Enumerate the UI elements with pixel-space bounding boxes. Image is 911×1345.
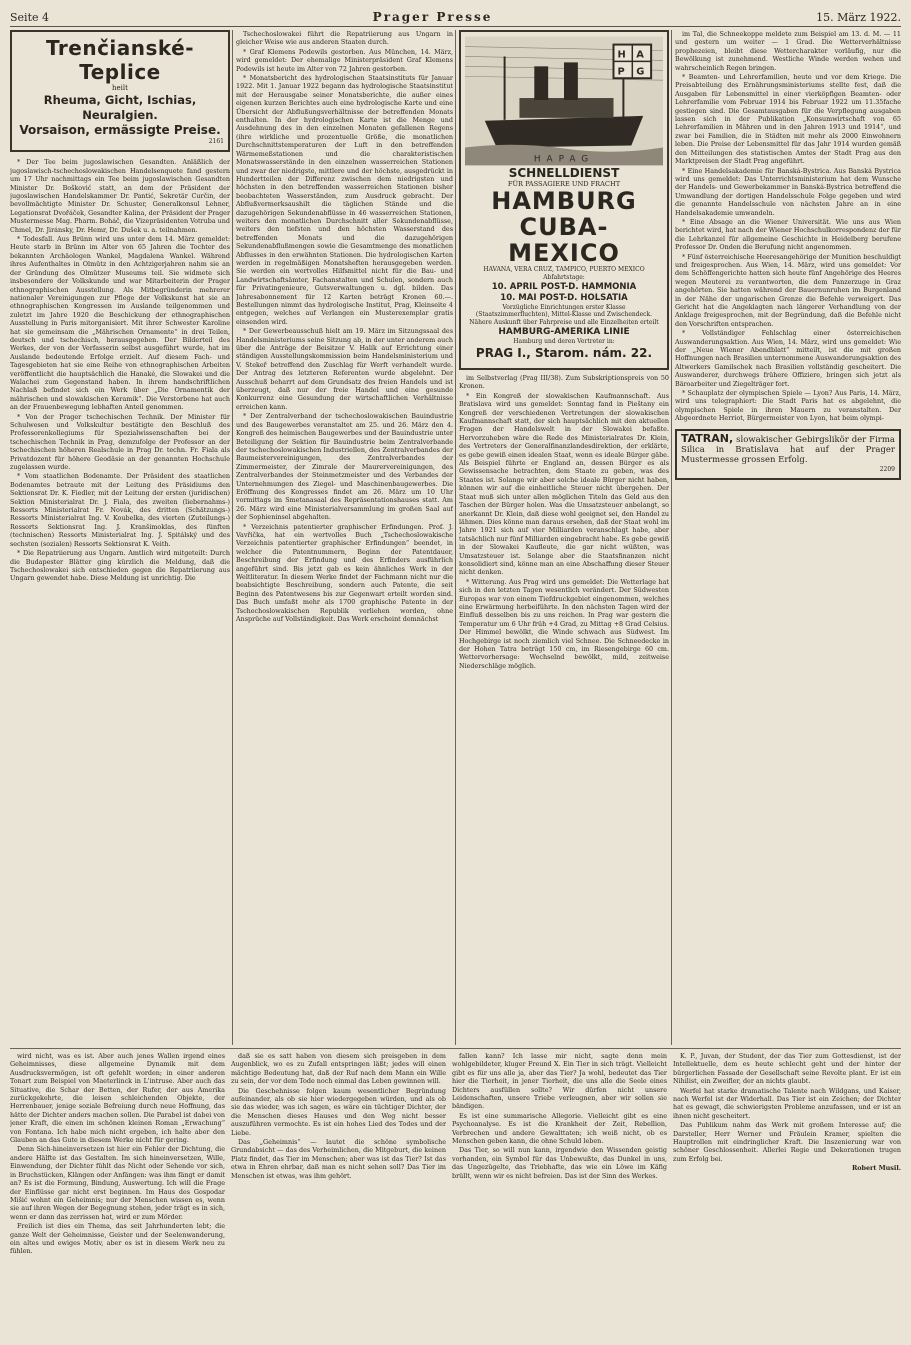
issue-date: 15. März 1922. — [816, 10, 901, 24]
paragraph: Werfel hat starke dramatische Talente nach Wildgans, und Kaiser, nach Werfel ist der Widerhall. Das Tier ist ein Zeichen; der Dichter hat es gewagt, die schwierigsten Probleme anzufassen, und er ist an ihnen nicht gescheitert. — [673, 1086, 901, 1120]
paragraph: * Vom staatlichen Bodenamte. Der Präsident des staatlichen Bodenamtes betraute mit der Leitung des Präsidiums den Sektionsrat Dr. K. Fiedler, mit der Leitung der ersten (juridischen) Sektion Ministerialrat Dr. J. Fiala, des zweiten (liebernahms-) Ressorts Ministerialrat Fr. Novák, des dritten (Schätzungs-) Ressorts Ministerialrat Ing. V. Koubelka, des vierten (Zuteilungs-) Ressorts Sektionsrat Ing. J. Kranšimoklas, des fünften (technischen) Ressorts Ministerialrat Ing. J. Spitálský und des sechsten (sozialen) Ressorts Sektionsrat K. Veith. — [10, 472, 230, 548]
hapag-logo: HAPAG — [533, 154, 595, 165]
news-items — [236, 30, 453, 623]
paragraph: * Schauplatz der olympischen Spiele — Lyon? Aus Paris, 14. März, wird uns telegraphiert: Die Stadt Paris hat es abgelehnt, die olympischen Spiele in ihren Mauern zu veranstalten. Der Abgeordnete Herriot, Bürgermeister von Lyon, hat beim olympi- — [675, 389, 901, 423]
column-rule — [232, 30, 233, 1045]
paragraph: Tschechoslowakei führt die Repatriierung aus Ungarn in gleicher Weise wie aus anderen Staaten durch. — [236, 30, 453, 47]
paragraph: im Tal, die Schneekoppe meldete zum Beispiel am 13. d. M. — 11 und gestern um weiter — 1 Grad. Die Wetterverhältnisse prophezeien, bleibt diese Wettercharakter vorläufig, nur die Bewölkung ist zunehmend. Westliche Winde werden wehen und wahrscheinlich Regen bringen. — [675, 30, 901, 72]
hapag-ports: HAVANA, VERA CRUZ, TAMPICO, PUERTO MEXICO — [483, 266, 645, 273]
trencianske-ad — [10, 30, 230, 152]
page-number: Seite 4 — [10, 10, 49, 24]
ad-title: Trenčianské-Teplice — [45, 36, 195, 84]
hapag-prague: PRAG I., Starom. nám. 22. — [475, 345, 653, 360]
hapag-departure-1: 10. APRIL POST-D. HAMMONIA — [491, 281, 637, 292]
ad-heilt: heilt — [112, 84, 128, 92]
hapag-ad — [459, 30, 669, 370]
svg-text:P: P — [617, 66, 625, 78]
svg-text:H: H — [617, 49, 626, 61]
tatran-code: 2209 — [879, 465, 895, 473]
paragraph: * Graf Klemens Podewils gestorben. Aus München, 14. März, wird gemeldet: Der ehemalige Ministerpräsident Graf Klemens Podewils ist heute im Alter von 72 Jahren gestorben. — [236, 47, 453, 73]
feuilleton-column-3 — [452, 1052, 667, 1337]
column-4 — [675, 30, 901, 1045]
paragraph: * Vollständiger Fehlschlag einer österreichischen Auswanderungsaktion. Aus Wien, 14. März, wird uns gemeldet: Wie der „Neue Wiener Abendblatt“ mitteilt, ist die mit großen Hoffnungen nach Brasilien unternommene Auswanderungsaktion des Altwerkers Gamilschek nach Brasilien vollständig gescheitert. Die Auswanderer, durchwegs frühere Offiziere, bringen sich jetzt als Bäroarbeiter und Ziegelträger fort. — [675, 329, 901, 388]
hapag-service-sub: FÜR PASSAGIERE UND FRACHT — [507, 180, 621, 188]
paragraph: * Von der Prager tschechischen Technik. Der Minister für Schulwesen und Volkskultur bestätigte den Beschluß des Professorenkollegiums für Spezialwissenschaften bei der tschechischen Technik in Prag, demzufolge der Professor an der tschechischen höheren Realschule in Prag Dr. techn. Fr. Fiala als Privatdozent für höhere Geodäsie an der genannten Hochschule zugelassen wurde. — [10, 412, 230, 472]
column-2 — [236, 30, 453, 1045]
column-1 — [10, 30, 230, 1045]
ad-code: 2161 — [208, 138, 224, 145]
ad-ailments: Rheuma, Gicht, Ischias, Neuralgien. — [43, 93, 197, 122]
hapag-route: CUBA-MEXICO — [508, 213, 620, 267]
column-rule — [671, 30, 672, 1045]
paragraph: daß sie es satt haben von diesem sich preisgeben in dem Augenblick, wo es zu Zufall entspringen läßt; jedes will einen mächtige Bedeutung hat, daß der Ruf nach dem Mann ein Wille zu sein, der vor dem Tode noch einmal das Leben gewinnen will. — [231, 1052, 446, 1086]
paragraph: * Monatsbericht des hydrologischen Staatsinstituts für Januar 1922. Mit 1. Januar 1922 begann das hydrologische Staatsinstitut mit der Herausgabe seiner Monatsberichte, die außer eines eigenen kurzen Berichtes auch eine hydrologische Karte und eine Übersicht der Abflußungsverhältnisse der betreffenden Monats enthalten. In der hydrologischen Karte ist die Menge und Ausdehnung des in den einzelnen Monaten gefallenen Regens (ihre wirkliche und prozentuelle Größe, die monatlichen Durchschnittstemperaturen der Luft in den betreffenden Wärmemeßstationen und die charakteristischen Monatswasserstände in den einzelnen wasserreichen Stationen und zwar der niedrigste, mittlere und der höchste, ausgedrückt in Hundertteilen der Differenz zwischen dem niedrigsten und höchsten in den betreffenden wasserreichen Stationen bisher beobachteten Wasserständen, zum Ausdruck gebracht. Der Abflußvermerksaushilt die täglichen Stände und die dazugehörigen Sekundenabflüsse in 46 wasserreichen Stationen, weiters den monatlichen Durchschnitt aller Sekundenabflüsse, weiters den tiefsten und den höchsten Wasserstand des betreffenden Monats und die dazugehörigen Sekundenabflußmengen sowie die Gesamtmenge des monatlichen Abflusses in den erwähnten Stationen. Die hydrologischen Karten werden in regelmäßigen Monatsheften herausgegeben werden. Sie werden ein wertvolles Hilfsmittel nicht für die Bau- und Landwirtschaftsämter, Fachanstalten und Schulen, sondern auch für Privatingenieure, Gutsverwaltungen u. dgl. bilden. Das Jahresabonnement für 12 Karten beträgt Kronen 60.—. Bestellungen nimmt das hydrologische Institut, Prag, Kleinseite 4 entgegen, welches auf Verlangen ein Musterexemplar gratis einsenden wird. — [236, 74, 453, 326]
tatran-brand: TATRAN, — [681, 431, 734, 445]
paragraph: Das „Geheimnis“ — lautet die schöne symbolische Grundabsicht — das des Verheimlichen, die Mitgeburt, die keinen Platz findet, das Tier im Menschen; aber was ist das Tier? Ist das etwa in Ehren ehrbar, daß man es nicht sehen soll? Das Tier im Menschen ist etwas, was ihm gehört. — [231, 1138, 446, 1180]
hapag-city: HAMBURG — [491, 187, 637, 215]
paragraph: * Todesfall. Aus Brünn wird uns unter dem 14. März gemeldet: Heute starb in Brünn im Alter von 65 Jahren die Tochter des bekannten Archäologen Wankel, Magdalena Wankel. Während ihres Aufenthaltes in Olmütz in den Achtzigerjahren nahm sie an der Gründung des Olmützer Museums teil. Sie widmete sich insbesondere der Volkskunde und war Mitarbeiterin der Prager ethnographischen Ausstellung. Als Mitbegründerin mehrerer nationaler Vereinigungen zur Pflege der Volkskunst hat sie an ethnographischen Kongressen im Auslande teilgenommen und zuletzt im Jahre 1920 die Beschickung der ethnographischen Ausstellung in Paris mitorganisiert. Mit ihrer Schwester Karoline hat sie gemeinsam die „Mährischen Ornamente“ in drei Teilen, deutsch und tschechisch, herausgegeben. Der Bilderteil des Werkes, der von der Verfasserin selbst ausgeführt wurde, hat im Auslande bedeutende Erfolge erzielt. Auf diesem Fach- und Tagesgebieten hat sie eine Reihe von ethnographischen Arbeiten veröffentlicht die hauptsächlich die Hanaké, die Slowakei und die Walachei zum Gegenstand haben. In ihrem handschriftlichen Nachlaß befindet sich ein Werk über „Die Ornamentik der mährischen und slowakischen Keramik“. Die Verstorbene hat auch an der Frauenbewegung lebhaften Anteil genommen. — [10, 235, 230, 412]
paragraph: * Der Tee beim jugoslawischen Gesandten. Anläßlich der jugoslawisch-tschechoslowakischen Handelsenquete fand gestern um 17 Uhr nachmittags ein Tee beim jugoslawischen Gesandten Minister Dr. Bošković statt, an dem der Präsident der jugoslawischen Handelskammer Dr. Pantić, Sekretär Curčin, der bevollmächtigte Minister Dr. Schuster, Generalkonsul Lehner, Legationsrat Dvořáček, Gesandter Kalina, der Präsident der Prager Mustermesse Mag. Pharm. Boháč, die Vizepräsidenten Votruba und Chmel, Dr. Jiránsky, Dr. Hemr, Dr. Dušek u. a. teilnahmen. — [10, 158, 230, 234]
news-items — [459, 374, 669, 670]
feuilleton-text — [452, 1052, 667, 1180]
feuilleton-column-2 — [231, 1052, 446, 1337]
paragraph: * Beamten- und Lehrerfamilien, heute und vor dem Kriege. Die Preisabteilung des Ernährungsministeriums stellte fest, daß die Ausgaben für Lebensmittel in einer vierköpfigen Beamten- oder Lehrerfamilie vom Februar 1914 bis Februar 1922 um 11.35fache gestiegen sind. Die Gesamtausgaben für die Verpflegung ausgaben lassen sich in der Publikation „Konsumwirtschaft von 65 Lehrerfamilien in Mähren und in den Jahren 1913 und 1914“, und zwar bei Familien, die in Städten mit mehr als 2000 Einwohnern leben. Die Preise der Lebensmittel für das Jahr 1914 wurden gemäß den Mitteilungen des statistischen Amtes der Stadt Prag aus den Marktpreisen der Stadt Prag angeführt. — [675, 73, 901, 166]
paragraph: Das Tier, so will nun kann, irgendwie den Wissenden geistig vorhanden, ein Symbol für das Unbewußte, das Dunkel in uns, das Ungezügelte, das Triebhafte, das wie ein Löwe im Käfig brüllt, wenn wir es nicht befreien. Das ist der Sinn des Werkes. — [452, 1146, 667, 1180]
hapag-info: Nähere Auskunft über Fahrpreise und alle Einzelheiten erteilt — [469, 318, 659, 326]
feuilleton-rule — [10, 1048, 901, 1049]
svg-text:A: A — [636, 49, 644, 61]
paper-title: Prager Presse — [372, 10, 493, 24]
paragraph: * Der Zentralverband der tschechoslowakischen Bauindustrie und des Baugewerbes veranstaltet am 25. und 26. März den 4. Kongreß des heimischen Baugewerbes und der Bauindustrie unter Beteiligung der Sektion für Bauindustrie beim Zentralverbande der tschechoslowakischen Industriellen, des Zentralverbandes der Baumeistervereinigungen, des Zentralverbandes der Zimmermeister, der Zimrale der Maurervereinigungen, des Zentralverbandes der Steinmetzmeister und des Verbandes der Unternehmungen des Ziegel- und Maschinenbaugewerbes. Die Eröffnung des Kongresses findet am 26. März um 10 Uhr vormittags im Smetanasaal des Repräsentationshauses statt. Am 26. März wird eine Ministerialversammlung im großen Saal auf der Sophieninsel abgehalten. — [236, 412, 453, 522]
feuilleton-column-1 — [10, 1052, 225, 1337]
paragraph: Die Geschehnisse folgen kaum wesentlicher Begründung aufeinander, als ob sie hier wiedergegeben würden, und als ob sie das wieder, was ich sagen, es wäre ein tüchtiger Dichter, der die Menschen dieses Hauses und den Weg nicht besser auszuführen vermochte. Es ist ein hohes Lied des Todes und der Liebe. — [231, 1086, 446, 1137]
paragraph: fallen kann? Ich lasse mir nicht, sagte denn mein wohlgebildeter, kluger Freund X. Ein Tier in sich trägt. Vielleicht gibt es für uns alle ja, aber das Tier? Ja wohl, bedeutet das Tier hier die Tierheit, in jener Tierheit, die uns alle die Seele eines Dichters ausfüllen sollte? Wir dürfen nicht unsere Leidenschaften, unsere Triebe verleugnen, aber wir sollen sie bändigen. — [452, 1052, 667, 1111]
hapag-departure-2: 10. MAI POST-D. HOLSATIA — [500, 292, 628, 303]
ad-season: Vorsaison, ermässigte Preise. — [19, 123, 221, 137]
paragraph: Es ist eine summarische Allegorie. Vielleicht gibt es eine Psychoanalyse. Es ist die Krankheit der Zeit, Rebellion, Verbrechen und andere Gewalttaten; ich weiß nicht, ob es Menschen geben kann, die ohne Schuld leben. — [452, 1111, 667, 1146]
hapag-agency-sub: Hamburg und deren Vertreter in: — [513, 338, 615, 345]
paragraph: Das Publikum nahm das Werk mit großem Interesse auf; die Darsteller, Herr Werner und Fräulein Kramer, spielten die Hauptrollen mit eindringlicher Kraft. Die Inszenierung war von schöner Geschlossenheit. Allerlei Regie und Dekorationen trugen zum Erfolg bei. — [673, 1121, 901, 1163]
paragraph: K. P., Juvan, der Student, der das Tier zum Gottesdienst, ist der Intellektuelle, dem es heute schlecht geht und der hinter der bürgerlichen Fassade der Gesellschaft seine Revolte plant. Er ist ein Nihilist, ein Zweifler, der an nichts glaubt. — [673, 1052, 901, 1086]
paragraph: * Ein Kongreß der slowakischen Kaufmannschaft. Aus Bratislava wird uns gemeldet: Sonntag fand in Pieštany ein Kongreß der verschiedenen Vertretungen der slowakischen Kaufmannschaft statt, der sich hauptsächlich mit den aktuellen Fragen der Handelswelt in der Slowakei befaßte. Hervorzuheben wäre die Rede des Ministerialrates Dr. Klein, des Vertreters der Generalfinanzlandesdirektion, der erklärte, es gebe gewiß einen idealen Staat, wenn es ideale Bürger gäbe. Als Beispiel führte er England an, dessen Bürger es als Gewissensache betrachten, dem Staate zu geben, was des Staates ist. Solange wir aber solche ideale Bürger nicht haben, können wir auf die einheitliche Steuer nicht übergehen. Der Staat muß sich unter allen möglichen Titeln das Geld aus den Taschen der Bürger holen. Was die Umsatzsteuer anbelangt, so anerkannt Dr. Klein, daß diese wohl geeignet sei, den Handel zu lähmen. Dies könne man daraus ersehen, daß der Staat wohl im Jahre 1921 sich auf vier Milliarden veranschlagt habe, aber tatsächlich nur fünf Milliarden eingebracht habe. Es gebe gewiß in der Slowakei Kaufleute, die gar nicht wüßten, was Umsatzsteuer ist. Solange aber die Staatsfinanzen nicht konsolidiert sind, könne man an eine Abschaffung dieser Steuer nicht denken. — [459, 391, 669, 577]
paragraph: * Eine Handelsakademie für Banská-Bystrica. Aus Banská Bystrica wird uns gemeldet: Das Unterrichtsministerium hat dem Wunsche der Handels- und Gewerbekammer in Banská-Bystrica betreffend die Umwandlung der dortigen Handelsschule Folge gegeben und wird die genannte Handelsschule von nächsten Jahre an in eine Handelsakademie umwandeln. — [675, 166, 901, 217]
feuilleton-text — [10, 1052, 225, 1256]
paragraph: * Der Gewerbeausschuß hielt am 19. März im Sitzungssaal des Handelsministeriums seine Sitzung ab, in der unter anderem auch über die Anträge der Beisitzer V. Halík auf Errichtung einer ständigen Ausstellungskommission beim Handelsministerium und V. Stekeř betreffend den Zuschlag für Werft verhandelt wurde. Der Antrag des letzteren Referenten wurde abgelehnt. Der Ausschuß beharrt auf dem Grundsatz des freien Handels und ist überzeugt, daß nur der freie Handel und eine gesunde Konkurrenz eine Gesundung der wirtschaftlichen Verhältnisse erreichen kann. — [236, 327, 453, 411]
column-3 — [459, 30, 669, 1045]
paragraph: * Eine Absage an die Wiener Universität. Wie uns aus Wien berichtet wird, hat nach der Wiener Hochschulkorrespondenz der für die Lehrkanzel für allgemeine Geschichte in Heidelberg berufene Professor Dr. Onden die Berufung nicht angenommen. — [675, 217, 901, 252]
paragraph: * Fünf österreichische Heeresangehörige der Munition beschuldigt und freigesprochen. Aus Wien, 14. März, wird uns gemeldet: Vor dem Schöffengerichte hatten sich heute fünf Angehörige des Heeres wegen Meuterei zu verantworten, die dem Panzerzuge in Graz angehörten. Sie hatten während der Bauernunruhen im Burgenland in der Nähe der ungarischen Grenze die Befehle verweigert. Das Gericht hat die Angeklagten nach längerer Verhandlung von der Anklage freigesprochen, mit der Begründung, daß die Befehle nicht den Vorschriften entsprachen. — [675, 252, 901, 328]
feuilleton-text — [673, 1052, 901, 1163]
tatran-ad — [675, 429, 901, 480]
paragraph: im Selbstverlag (Prag III/38). Zum Subskriptionspreis von 50 Kronen. — [459, 374, 669, 391]
paragraph: * Verzeichnis patentierter graphischer Erfindungen. Prof. J. Vavřička, hat ein wertvolles Buch „Tschechoslowakische Verzeichnis patentierter graphischer Erfindungen“ beendet, in welcher die Patentnummern, Beginn der Patentdauer, Beschreibung der Erfindung und des Erfinders ausführlich angeführt sind. Bis jetzt gab es kein ähnliches Werk in der Weltliteratur. In diesem Werke findet der Fachmann nicht nur die beabsichtigte Beschreibung, sondern auch Patente, die seit Beginn des Patentwesens bis zur Gegenwart erteilt worden sind. Das Buch umfaßt mehr als 1700 graphische Patente in der Tschechoslowakischen Republik verliehen worden, ohne Ansprüche auf Vollständigkeit. Das Werk erscheint demnächst — [236, 522, 453, 624]
news-items — [675, 30, 901, 423]
hapag-service: SCHNELLDIENST — [508, 166, 620, 180]
paragraph: Freilich ist dies ein Thema, das seit Jahrhunderten lebt; die ganze Welt der Geheimnisse, Geister und der Seelenwanderung, ein altes und ewiges Motiv, aber es ist in diesem Werk neu zu fühlen. — [10, 1222, 225, 1256]
ship-illustration — [465, 36, 663, 166]
news-items — [10, 158, 230, 582]
paragraph: * Die Repatriierung aus Ungarn. Amtlich wird mitgeteilt: Durch die Budapester Blätter ging kürzlich die Meldung, daß die Tschechoslowakei sich entschieden gegen die Repatriierung aus Ungarn gewendet habe. Diese Meldung ist unrichtig. Die — [10, 549, 230, 583]
paragraph: wird nicht, was es ist. Aber auch jenes Wallen irgend eines Geheimnisses, diese allgemeine Dynamik mit dem Ausdrucksvermögen, ist oft gefehlt worden; in einer anderen Tonart zum Beispiel von Maeterlinck in L'intruse. Aber auch das Situative, die Schar der Betten, der Rufer, der aus Amerika zurückgekehrte, die leisen schleichenden Objekte, der Herrenbauer, jenige soziale Befreiung durch neue Hoffnung, das hätte der Dichter anders machen sollen. Die Parabel ist dabei von jener Kraft, die einen im schönen kleinen Roman „Erwachung“ von Fontana. Ich habe mich nicht ergeben, ich halte aber den Glauben an das Gute in diesem Werke nicht für gering. — [10, 1052, 225, 1145]
hapag-agency: HAMBURG-AMERIKA LINIE — [498, 327, 630, 337]
page-header — [10, 8, 901, 27]
tatran-text: slowakischer Gebirgslikör der Firma Silica in Bratislava hat auf der Prager Mustermesse grossen Erfolg. — [681, 434, 895, 465]
hapag-departures-label: Abfahrtstage: — [543, 274, 585, 281]
feuilleton-column-4 — [673, 1052, 901, 1337]
column-rule — [455, 30, 456, 1045]
paragraph: * Witterung. Aus Prag wird uns gemeldet: Die Wetterlage hat sich in den letzten Tagen wesentlich verändert. Der Südwesten Europas war von einem Tiefdruckgebiet eingenommen, welches eine Erwärmung herbeiführte. In den nächsten Tagen wird der Einfluß desselben bis zu uns reichen. In Prag war gestern die Temperatur um 6 Uhr früh +4 Grad, zu Mittag +8 Grad Celsius. Der Himmel bewölkt, die Winde schwach aus Südwest. Im Hochgebirge ist noch ziemlich viel Schnee. Die Schneedecke in der Hohen Tatra beträgt 150 cm, im Riesengebirge 60 cm. Wettervorhersage: Wechselnd bewölkt, mild, zeitweise Niederschläge möglich. — [459, 577, 669, 670]
paragraph: Denn Sich-hineinversetzen ist hier ein Fehler der Dichtung, die andere Hälfte ist das Gestalten. Im sich hineinversetzen, Wille, Einwendung, der Dichter fühlt das Nicht oder Sehende vor sich, in Bruchstücken, Klängen oder Anfängen: was ihm fängt er damit an? Es ist die Formung, Bindung, Auswertung. Ich will die Frage der Einflüsse gar nicht erst beginnen. Im Haus des Gospodar Mišić wohnt ein Geheimnis; nur der Menschen wissen es, wenn sie auf ihren Wegen der Begegnung stehen, jeder trägt es in sich, wenn er dann das zerrissen hat, wird er zum Mörder. — [10, 1145, 225, 1221]
svg-text:G: G — [636, 66, 645, 78]
hapag-facilities: Vorzügliche Einrichtungen erster Klasse (Staatszimmerfluchten), Mittel-Klasse und Zwischendeck. — [475, 303, 653, 318]
feuilleton-text — [231, 1052, 446, 1180]
author-signature: Robert Musil. — [851, 1164, 901, 1173]
